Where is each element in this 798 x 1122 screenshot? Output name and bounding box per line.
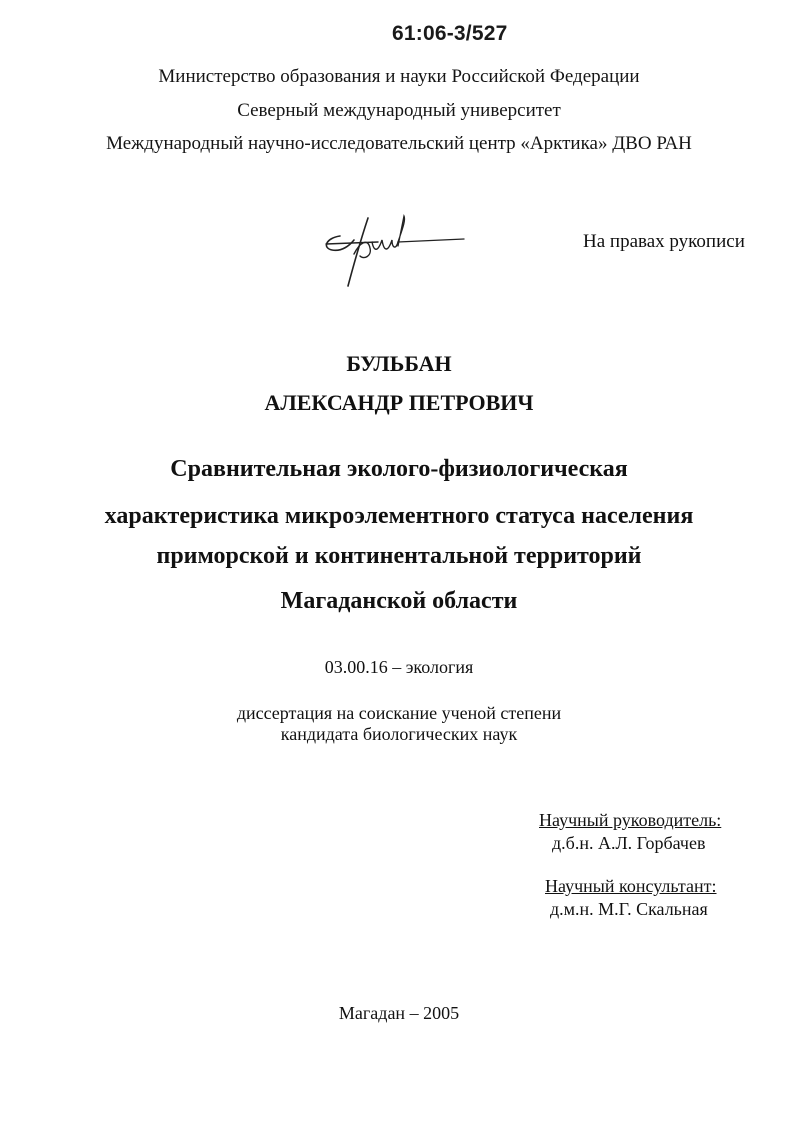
research-center-line: Международный научно-исследовательский центр «Арктика» ДВО РАН bbox=[106, 133, 692, 154]
author-given-names: АЛЕКСАНДР ПЕТРОВИЧ bbox=[264, 390, 534, 415]
specialty-code: 03.00.16 – экология bbox=[324, 657, 474, 677]
dissertation-title-line: Магаданской области bbox=[280, 588, 518, 614]
university-line: Северный международный университет bbox=[237, 100, 561, 121]
ministry-line: Министерство образования и науки Российской Федерации bbox=[158, 66, 640, 87]
manuscript-rights-note: На правах рукописи bbox=[583, 231, 745, 252]
consultant-label: Научный консультант: bbox=[545, 876, 717, 896]
archive-stamp: 61:06-3/527 bbox=[392, 22, 508, 45]
consultant-name: д.м.н. М.Г. Скальная bbox=[550, 899, 708, 919]
dissertation-title-line: характеристика микроэлементного статуса населения bbox=[104, 503, 694, 529]
degree-line-1: диссертация на соискание ученой степени bbox=[236, 703, 562, 723]
author-surname: БУЛЬБАН bbox=[346, 351, 452, 376]
degree-line-2: кандидата биологических наук bbox=[280, 724, 518, 744]
dissertation-title-line: Сравнительная эколого-физиологическая bbox=[170, 456, 628, 482]
dissertation-title-line: приморской и континентальной территорий bbox=[156, 543, 642, 569]
supervisor-label: Научный руководитель: bbox=[539, 810, 722, 830]
place-and-year: Магадан – 2005 bbox=[338, 1003, 460, 1023]
signature-icon bbox=[318, 212, 468, 292]
supervisor-name: д.б.н. А.Л. Горбачев bbox=[552, 833, 706, 853]
